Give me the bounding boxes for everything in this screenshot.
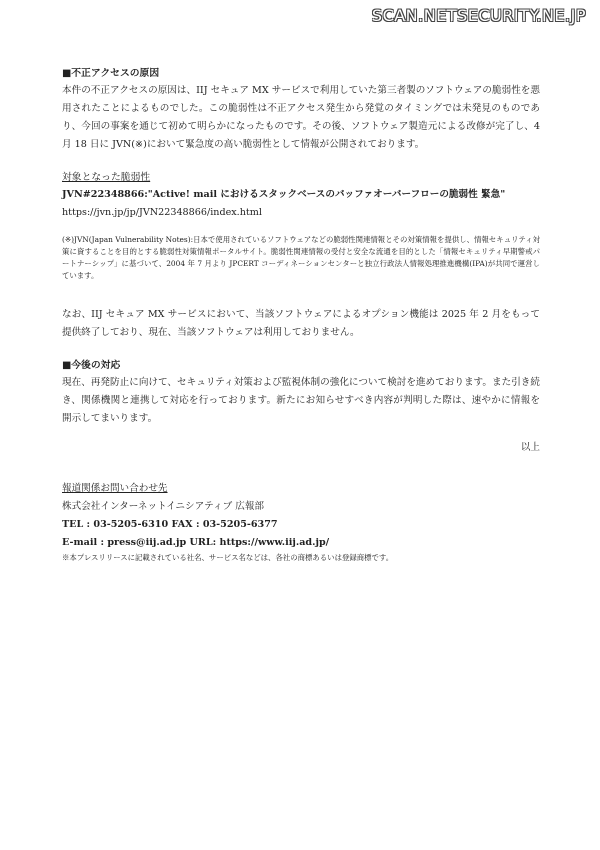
contact-company: 株式会社インターネットイニシアティブ 広報部 bbox=[62, 501, 265, 512]
vulnerability-url: https://jvn.jp/jp/JVN22348866/index.html bbox=[62, 207, 262, 218]
vulnerability-heading: 対象となった脆弱性 bbox=[62, 172, 151, 183]
future-paragraph: 現在、再発防止に向けて、セキュリティ対策および監視体制の強化について検討を進めております。また引き続き、関係機関と連携して対応を行っております。新たにお知らせすべき内容が判明した際は、速やかに情報を開示してまいります。 bbox=[62, 377, 540, 424]
closing-mark: 以上 bbox=[520, 442, 540, 453]
contact-tel-fax: TEL : 03-5205-6310 FAX : 03-5205-6377 bbox=[62, 519, 278, 530]
cause-heading: ■不正アクセスの原因 bbox=[62, 68, 160, 79]
contact-heading: 報道関係お問い合わせ先 bbox=[62, 483, 168, 494]
future-heading: ■今後の対応 bbox=[62, 360, 121, 371]
jvn-footnote: (※)JVN(Japan Vulnerability Notes):日本で使用されているソフトウェアなどの脆弱性関連情報とその対策情報を提供し、情報セキュリティ対策に資することを目的とする脆弱性対策情報ポータルサイト。脆弱性関連情報の受付と安全な流通を目的とした「情報セキュリティ早期警戒パートナーシップ」に基づいて、2004 年 7 月より JPCERT コーディネーションセンターと独立行政法人情報処理推進機構(IPA)が共同で運営しています。 bbox=[62, 235, 540, 280]
cause-paragraph: 本件の不正アクセスの原因は、IIJ セキュア MX サービスで利用していた第三者製のソフトウェアの脆弱性を悪用されたことによるものでした。この脆弱性は不正アクセス発生から発覚のタイミングでは未発見のものであり、今回の事案を通じて初めて明らかになったものです。その後、ソフトウェア製造元による改修が完了し、4 月 18 日に JVN(※)において緊急度の高い脆弱性として情報が公開されております。 bbox=[62, 85, 540, 150]
vulnerability-title: JVN#22348866:"Active! mail におけるスタックベースのバッファオーバーフローの脆弱性 緊急" bbox=[62, 189, 506, 200]
contact-email-url: E-mail : press@iij.ad.jp URL: https://www.iij.ad.jp/ bbox=[62, 537, 330, 548]
trademark-note: ※本プレスリリースに記載されている社名、サービス名などは、各社の商標あるいは登録商標です。 bbox=[62, 553, 394, 562]
site-watermark: SCAN.NETSECURITY.NE.JP bbox=[371, 6, 586, 25]
service-end-paragraph: なお、IIJ セキュア MX サービスにおいて、当該ソフトウェアによるオプション機能は 2025 年 2 月をもって提供終了しており、現在、当該ソフトウェアは利用しておりません。 bbox=[62, 309, 540, 338]
press-release-document bbox=[62, 66, 540, 564]
